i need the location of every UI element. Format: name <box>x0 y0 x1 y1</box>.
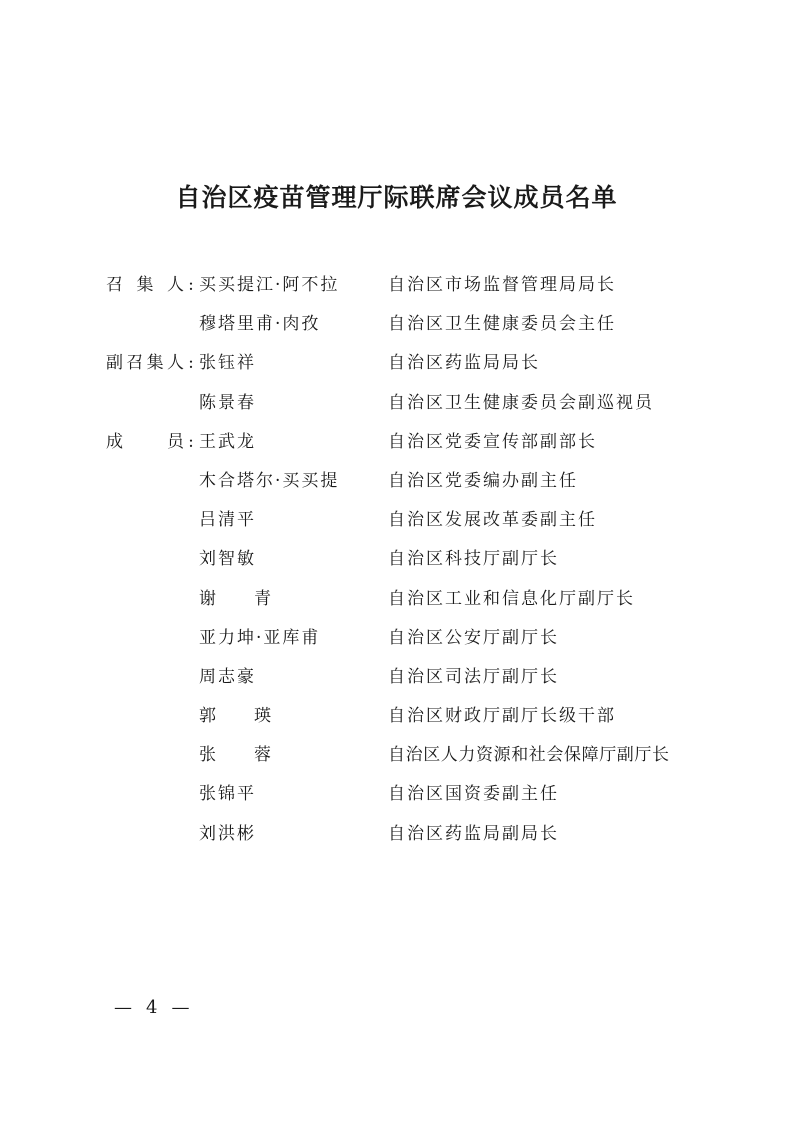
member-row-member-3 <box>0 505 793 544</box>
member-row-member-11 <box>0 819 793 858</box>
member-name: 谢青 <box>199 588 271 609</box>
member-name: 张钰祥 <box>199 353 256 374</box>
member-row-member-1 <box>0 427 793 466</box>
footer-dash-left: — <box>114 997 132 1018</box>
role-label-deputy-convener: 副召集人 <box>106 353 184 374</box>
member-name: 陈景春 <box>199 392 256 413</box>
member-row-member-10 <box>0 779 793 818</box>
member-position: 自治区科技厅副厅长 <box>388 549 559 570</box>
member-row-member-5 <box>0 584 793 623</box>
member-row-convener-2 <box>0 309 793 348</box>
member-row-deputy-convener-1 <box>0 348 793 387</box>
member-name: 吕清平 <box>199 510 256 531</box>
member-position: 自治区党委宣传部副部长 <box>388 431 597 452</box>
member-row-member-9 <box>0 740 793 779</box>
member-position: 自治区公安厅副厅长 <box>388 627 559 648</box>
member-row-deputy-convener-2 <box>0 388 793 427</box>
member-position: 自治区药监局局长 <box>388 353 540 374</box>
page-number: 4 <box>146 997 158 1018</box>
member-name: 穆塔里甫·肉孜 <box>199 314 321 335</box>
member-position: 自治区卫生健康委员会副巡视员 <box>388 392 654 413</box>
member-position: 自治区财政厅副厅长级干部 <box>388 706 616 727</box>
member-name: 张蓉 <box>199 745 271 766</box>
member-name: 郭瑛 <box>199 706 271 727</box>
member-row-member-8 <box>0 701 793 740</box>
member-list <box>0 270 793 858</box>
member-position: 自治区市场监督管理局局长 <box>388 275 616 295</box>
member-name: 买买提江·阿不拉 <box>199 275 340 295</box>
member-name: 王武龙 <box>199 431 256 452</box>
member-position: 自治区党委编办副主任 <box>388 470 578 491</box>
member-position: 自治区人力资源和社会保障厅副厅长 <box>388 745 670 766</box>
role-label-convener: 召集人 <box>106 275 184 295</box>
member-row-member-7 <box>0 662 793 701</box>
member-position: 自治区国资委副主任 <box>388 784 559 805</box>
member-position: 自治区发展改革委副主任 <box>388 510 597 531</box>
member-position: 自治区卫生健康委员会主任 <box>388 314 616 335</box>
member-row-member-4 <box>0 544 793 583</box>
member-name: 木合塔尔·买买提 <box>199 470 340 491</box>
member-name: 刘洪彬 <box>199 823 256 844</box>
member-position: 自治区药监局副局长 <box>388 823 559 844</box>
member-name: 刘智敏 <box>199 549 256 570</box>
member-name: 亚力坤·亚库甫 <box>199 627 321 648</box>
role-label-member: 成员 <box>106 431 184 452</box>
member-row-member-6 <box>0 623 793 662</box>
member-row-member-2 <box>0 466 793 505</box>
document-title: 自治区疫苗管理厅际联席会议成员名单 <box>175 183 618 212</box>
page-number-footer <box>112 996 191 1020</box>
role-colon: : <box>188 431 194 452</box>
member-row-convener-1 <box>0 270 793 309</box>
member-name: 周志豪 <box>199 666 256 687</box>
role-colon: : <box>188 275 194 295</box>
member-position: 自治区司法厅副厅长 <box>388 666 559 687</box>
member-position: 自治区工业和信息化厅副厅长 <box>388 588 635 609</box>
footer-dash-right: — <box>171 997 190 1018</box>
member-name: 张锦平 <box>199 784 256 805</box>
role-colon: : <box>188 353 194 374</box>
